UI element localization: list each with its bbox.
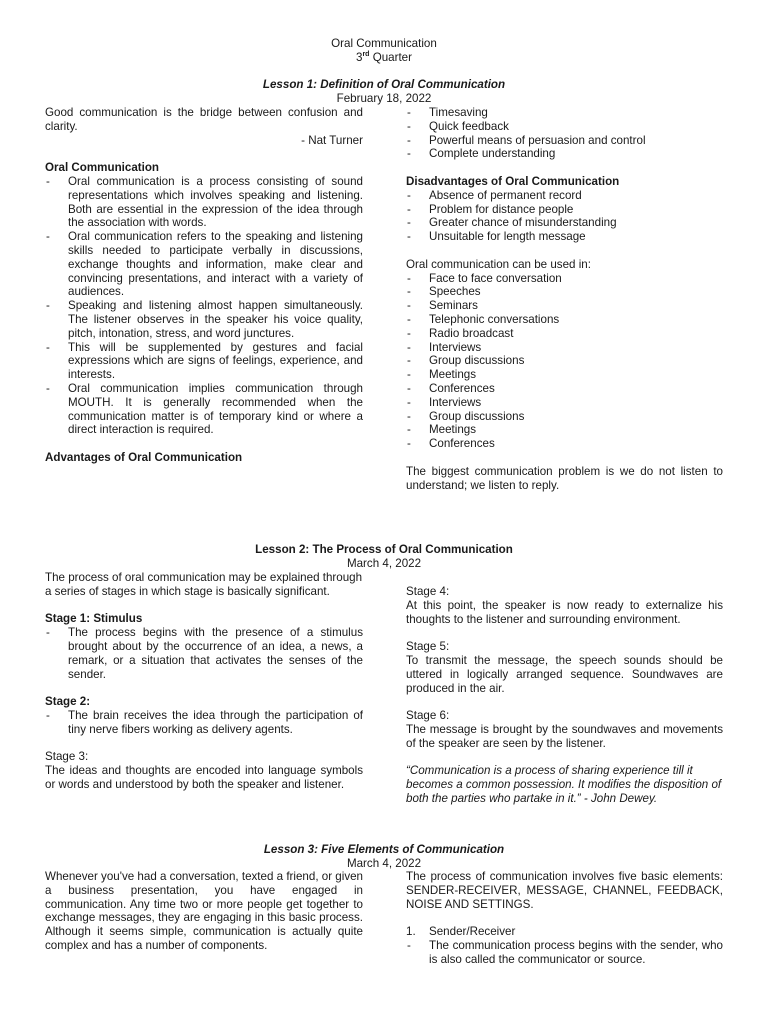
list-item: - The communication process begins with the sender, who is also called the communicator or source. xyxy=(406,939,723,967)
list-item: - Face to face conversation xyxy=(406,272,723,286)
stage6-heading: Stage 6: xyxy=(406,709,450,723)
list-item: - Unsuitable for length message xyxy=(406,230,723,244)
stage2-heading: Stage 2: xyxy=(45,695,91,709)
lesson2-date: March 4, 2022 xyxy=(346,557,422,570)
list-item: - Powerful means of persuasion and control xyxy=(406,134,723,148)
stage4-text: At this point, the speaker is now ready to externalize his thoughts to the listener and surrounding environment. xyxy=(406,598,723,626)
quote-text: Good communication is the bridge between confusion and clarity. xyxy=(45,106,363,133)
list-item: - Absence of permanent record xyxy=(406,189,723,203)
list-item: - Speaking and listening almost happen simultaneously. The listener observes in the speaker his voice quality, pitch, intonation, stress, and word junctures. xyxy=(45,299,363,340)
list-item: - Group discussions xyxy=(406,354,723,368)
stage6-text: The message is brought by the soundwaves and movements of the speaker are seen by the listener. xyxy=(406,722,723,750)
lesson3-left-column xyxy=(45,870,363,953)
list-item: - The brain receives the idea through the participation of tiny nerve fibers working as delivery agents. xyxy=(45,709,363,737)
list-item: - Oral communication implies communication through MOUTH. It is generally recommended when the communication matter is of temporary kind or where a direct interaction is required. xyxy=(45,382,363,437)
list-item: - Greater chance of misunderstanding xyxy=(406,216,723,230)
list-item: - Timesaving xyxy=(406,106,723,120)
uses-list xyxy=(406,272,723,451)
list-item: - Conferences xyxy=(406,382,723,396)
quarter-label: 3rd Quarter xyxy=(356,51,412,64)
list-item: - Meetings xyxy=(406,423,723,437)
lesson3-date: March 4, 2022 xyxy=(346,857,422,870)
lesson2-right-column xyxy=(406,585,723,806)
item-number: 1. xyxy=(406,925,416,939)
stage1-list xyxy=(45,626,363,681)
dewey-quote: “Communication is a process of sharing experience till it becomes a common possession. It modifies the disposition of both the parties who partake in it.” - John Dewey. xyxy=(406,764,722,805)
document-title: Oral Communication xyxy=(331,37,437,50)
lesson3-title: Lesson 3: Five Elements of Communication xyxy=(263,843,505,856)
advantages-list xyxy=(406,106,723,161)
list-item: - Group discussions xyxy=(406,410,723,424)
list-item: - Interviews xyxy=(406,396,723,410)
stage5-text: To transmit the message, the speech sounds should be uttered in logically arranged sequence. Soundwaves are produced in the air. xyxy=(406,653,723,695)
list-item: - Radio broadcast xyxy=(406,327,723,341)
lesson2-title: Lesson 2: The Process of Oral Communication xyxy=(255,543,513,556)
uses-intro: Oral communication can be used in: xyxy=(406,257,591,271)
disadvantages-heading: Disadvantages of Oral Communication xyxy=(406,174,620,188)
stage2-list xyxy=(45,709,363,737)
elements-list xyxy=(406,925,723,939)
lesson3-right-column xyxy=(406,870,723,967)
elements-text: The process of communication involves five basic elements: SENDER-RECEIVER, MESSAGE, CHANNEL, FEEDBACK, NOISE AND SETTINGS. xyxy=(406,870,723,911)
list-item: - Speeches xyxy=(406,285,723,299)
stage5-heading: Stage 5: xyxy=(406,640,450,654)
disadvantages-list xyxy=(406,189,723,244)
list-item: - Oral communication is a process consisting of sound representations which involves speaking and listening. Both are essential in the expression of the idea through the association with words. xyxy=(45,175,363,230)
list-item: - Interviews xyxy=(406,341,723,355)
list-item: - Complete understanding xyxy=(406,147,723,161)
list-item: - Conferences xyxy=(406,437,723,451)
oral-communication-list xyxy=(45,175,363,437)
stage4-heading: Stage 4: xyxy=(406,585,450,598)
sender-receiver-list xyxy=(406,939,723,967)
advantages-heading: Advantages of Oral Communication xyxy=(45,450,243,464)
lesson1-left-column xyxy=(45,106,363,465)
list-item: - This will be supplemented by gestures and facial expressions which are signs of feelings, experience, and interests. xyxy=(45,341,363,382)
stage3-heading: Stage 3: xyxy=(45,750,89,764)
item-label: Sender/Receiver xyxy=(429,925,516,939)
list-item: - Problem for distance people xyxy=(406,203,723,217)
lesson1-right-column xyxy=(406,106,723,492)
process-intro: The process of oral communication may be explained through a series of stages in which stage is basically significant. xyxy=(45,571,363,598)
lesson2-left-column xyxy=(45,571,363,792)
closing-statement: The biggest communication problem is we do not listen to understand; we listen to reply. xyxy=(406,464,723,492)
list-item: - Seminars xyxy=(406,299,723,313)
list-item: - Telephonic conversations xyxy=(406,313,723,327)
stage1-heading: Stage 1: Stimulus xyxy=(45,612,143,626)
lesson3-intro: Whenever you've had a conversation, texted a friend, or given a business presentation, you have engaged in communication. Any time two or more people get together to exchange messages, they are engaging in this basic process. Although it seems simple, communication is actually quite complex and has a number of components. xyxy=(45,870,364,952)
oral-communication-heading: Oral Communication xyxy=(45,161,160,175)
stage3-text: The ideas and thoughts are encoded into language symbols or words and understood by both the speaker and listener. xyxy=(45,764,363,791)
list-item: - The process begins with the presence of a stimulus brought about by the occurrence of an idea, a news, a remark, or a situation that activates the senses of the sender. xyxy=(45,626,363,681)
quote-author: - Nat Turner xyxy=(301,133,363,147)
lesson1-date: February 18, 2022 xyxy=(336,92,432,105)
lesson1-title: Lesson 1: Definition of Oral Communication xyxy=(262,78,506,91)
list-item: - Quick feedback xyxy=(406,120,723,134)
list-item: - Meetings xyxy=(406,368,723,382)
list-item: - Oral communication refers to the speaking and listening skills needed to participate verbally in discussions, exchange thoughts and information, make clear and convincing presentations, and interact with a variety of audiences. xyxy=(45,230,363,299)
list-item xyxy=(406,925,723,939)
